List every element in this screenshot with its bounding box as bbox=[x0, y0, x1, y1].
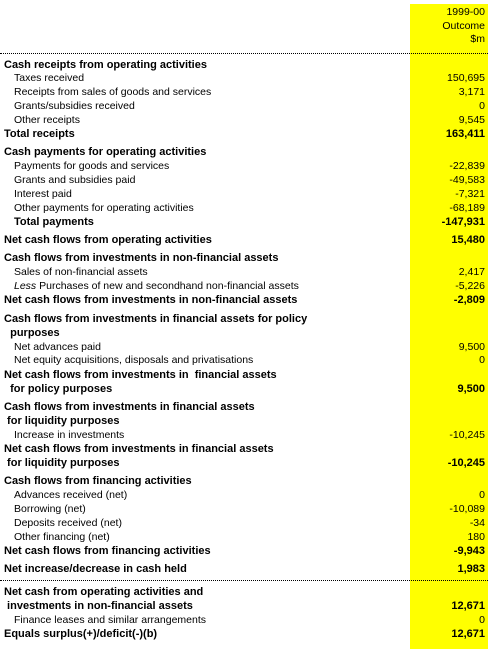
row-label: Net equity acquisitions, disposals and privatisations bbox=[14, 354, 254, 366]
row-value: -49,583 bbox=[449, 174, 485, 186]
column-header bbox=[410, 6, 485, 47]
row-value: 0 bbox=[479, 354, 485, 366]
row-label: Advances received (net) bbox=[14, 489, 128, 501]
row-label: Cash receipts from operating activities bbox=[4, 59, 207, 71]
row-value: -22,839 bbox=[449, 160, 485, 172]
row-value: 2,417 bbox=[458, 266, 485, 278]
row-label: for liquidity purposes bbox=[4, 415, 120, 427]
header-kind: Outcome bbox=[442, 19, 485, 32]
row-value: -2,809 bbox=[453, 294, 485, 306]
row-label: Taxes received bbox=[14, 72, 85, 84]
row-label: Grants and subsidies paid bbox=[14, 174, 136, 186]
row-label: Net cash flows from investments in financial assets bbox=[4, 369, 277, 381]
row-label: Other financing (net) bbox=[14, 531, 110, 543]
row-value: -34 bbox=[469, 517, 485, 529]
row-label: purposes bbox=[4, 327, 60, 339]
row-label: Total payments bbox=[14, 216, 94, 228]
row-value: 180 bbox=[467, 531, 485, 543]
row-label: Net cash from operating activities and bbox=[4, 586, 204, 598]
row-value: 0 bbox=[479, 614, 485, 626]
row-label: Net cash flows from operating activities bbox=[4, 234, 212, 246]
row-value: 12,671 bbox=[451, 600, 485, 612]
row-value: -10,089 bbox=[449, 503, 485, 515]
row-label: for policy purposes bbox=[4, 383, 113, 395]
row-value: -10,245 bbox=[449, 429, 485, 441]
row-label: Net advances paid bbox=[14, 341, 101, 353]
row-label: Net cash flows from financing activities bbox=[4, 545, 211, 557]
header-unit: $m bbox=[470, 33, 485, 45]
row-value: -68,189 bbox=[449, 202, 485, 214]
row-label: Net increase/decrease in cash held bbox=[4, 563, 187, 575]
row-label: Other payments for operating activities bbox=[14, 202, 194, 214]
row-label: Cash flows from financing activities bbox=[4, 475, 192, 487]
row-label: Borrowing (net) bbox=[14, 503, 86, 515]
section-separator bbox=[0, 580, 488, 581]
row-label: Cash flows from investments in financial assets for policy bbox=[4, 313, 308, 325]
row-value: 0 bbox=[479, 489, 485, 501]
row-value: 0 bbox=[479, 100, 485, 112]
row-label: Net cash flows from investments in non-financial assets bbox=[4, 294, 298, 306]
row-label: Total receipts bbox=[4, 128, 75, 140]
row-value: 15,480 bbox=[451, 234, 485, 246]
row-value: -7,321 bbox=[455, 188, 485, 200]
row-value: 12,671 bbox=[451, 628, 485, 640]
row-label: Net cash flows from investments in financial assets bbox=[4, 443, 274, 455]
row-label: Receipts from sales of goods and services bbox=[14, 86, 212, 98]
header-year: 1999-00 bbox=[446, 6, 485, 18]
row-label: Finance leases and similar arrangements bbox=[14, 614, 207, 626]
row-label: for liquidity purposes bbox=[4, 457, 120, 469]
row-value: 9,500 bbox=[457, 383, 485, 395]
row-label-emphasis: Less bbox=[14, 280, 37, 292]
row-value: 3,171 bbox=[458, 86, 485, 98]
row-label: Sales of non-financial assets bbox=[14, 266, 148, 278]
row-label bbox=[14, 280, 414, 292]
header-separator bbox=[0, 53, 488, 54]
row-value: -9,943 bbox=[453, 545, 485, 557]
row-label-text: Purchases of new and secondhand non-financial assets bbox=[36, 280, 299, 292]
row-value: 150,695 bbox=[447, 72, 485, 84]
row-value: 9,545 bbox=[458, 114, 485, 126]
row-value: -5,226 bbox=[455, 280, 485, 292]
row-value: 9,500 bbox=[458, 341, 485, 353]
row-value: -147,931 bbox=[441, 216, 485, 228]
row-label: Cash flows from investments in non-financial assets bbox=[4, 252, 279, 264]
row-label: Payments for goods and services bbox=[14, 160, 170, 172]
row-label: Increase in investments bbox=[14, 429, 125, 441]
row-label: Grants/subsidies received bbox=[14, 100, 135, 112]
row-label: investments in non-financial assets bbox=[4, 600, 193, 612]
row-label: Deposits received (net) bbox=[14, 517, 122, 529]
row-label: Equals surplus(+)/deficit(-)(b) bbox=[4, 628, 158, 640]
row-label: Cash payments for operating activities bbox=[4, 146, 207, 158]
row-label: Cash flows from investments in financial assets bbox=[4, 401, 255, 413]
row-value: -10,245 bbox=[447, 457, 485, 469]
row-value: 1,983 bbox=[457, 563, 485, 575]
row-label: Interest paid bbox=[14, 188, 72, 200]
row-label: Other receipts bbox=[14, 114, 80, 126]
row-value: 163,411 bbox=[445, 128, 485, 140]
